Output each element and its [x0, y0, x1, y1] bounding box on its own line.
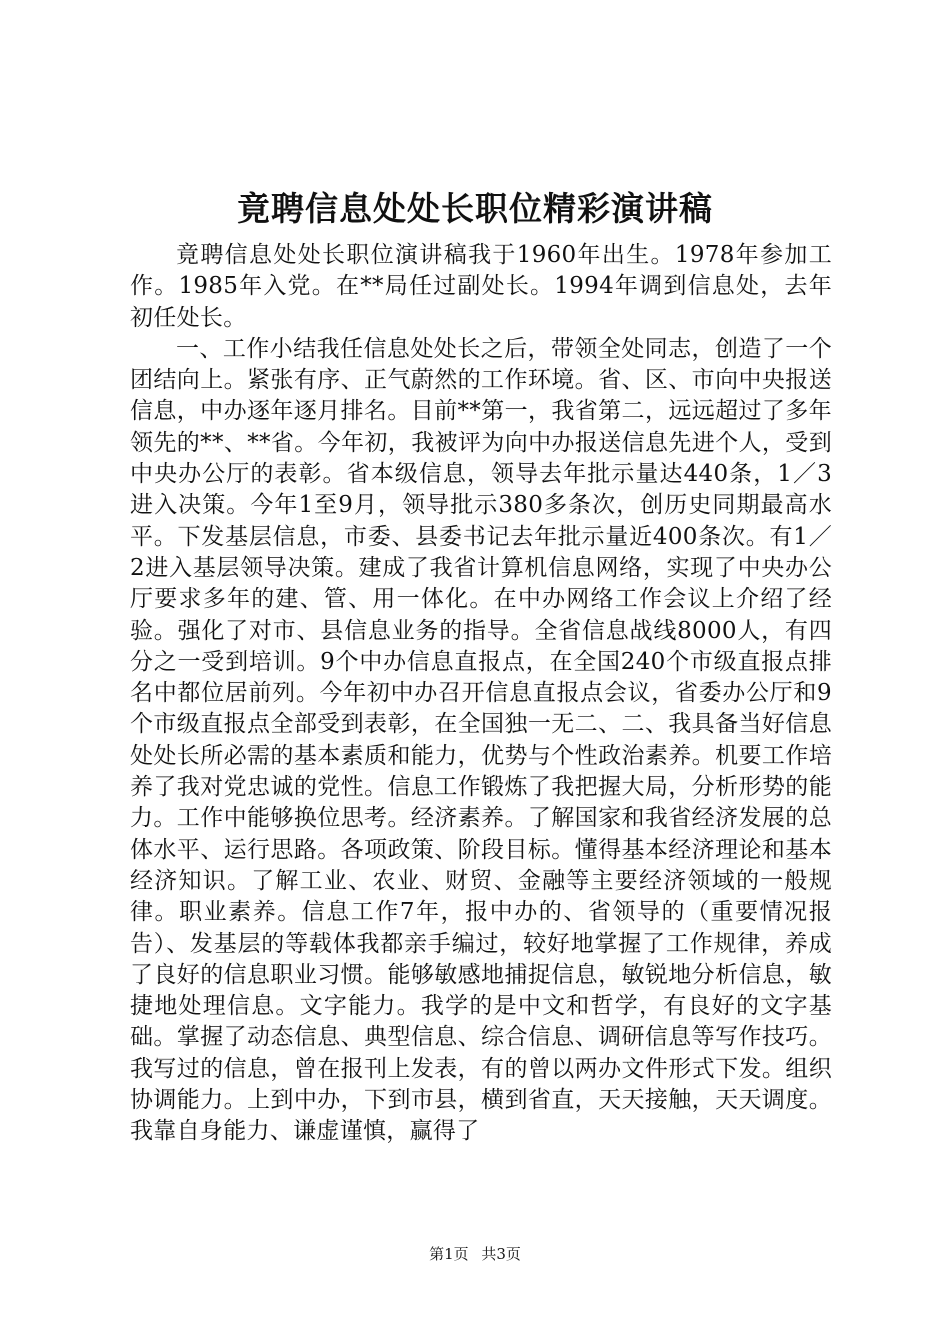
document-title: 竟聘信息处处长职位精彩演讲稿	[237, 189, 713, 228]
paragraph-work-summary: 一、工作小结我任信息处处长之后，带领全处同志，创造了一个团结向上。紧张有序、正气蔚然的工作环境。省、区、市向中央报送信息，中办逐年逐月排名。目前**第一，我省第二，远远超过了多年领先的**、**省。今年初，我被评为向中办报送信息先进个人，受到中央办公厅的表彰。省本级信息，领导去年批示量达440条，1／3进入决策。今年1至9月，领导批示380多条次，创历史同期最高水平。下发基层信息，市委、县委书记去年批示量近400条次。有1／2进入基层领导决策。建成了我省计算机信息网络，实现了中央办公厅要求多年的建、管、用一体化。在中办网络工作会议上介绍了经验。强化了对市、县信息业务的指导。全省信息战线8000人，有四分之一受到培训。9个中办信息直报点，在全国240个市级直报点排名中都位居前列。今年初中办召开信息直报点会议，省委办公厅和9个市级直报点全部受到表彰，在全国独一无二、二、我具备当好信息处处长所必需的基本素质和能力，优势与个性政治素养。机要工作培养了我对党忠诚的党性。信息工作锻炼了我把握大局，分析形势的能力。工作中能够换位思考。经济素养。了解国家和我省经济发展的总体水平、运行思路。各项政策、阶段目标。懂得基本经济理论和基本经济知识。了解工业、农业、财贸、金融等主要经济领域的一般规律。职业素养。信息工作7年，报中办的、省领导的（重要情况报告）、发基层的等载体我都亲手编过，较好地掌握了工作规律，养成了良好的信息职业习惯。能够敏感地捕捉信息，敏锐地分析信息，敏捷地处理信息。文字能力。我学的是中文和哲学，有良好的文字基础。掌握了动态信息、典型信息、综合信息、调研信息等写作技巧。我写过的信息，曾在报刊上发表，有的曾以两办文件形式下发。组织协调能力。上到中办，下到市县，横到省直，天天接触，天天调度。我靠自身能力、谦虚谨慎，赢得了	[130, 335, 832, 1145]
page-number: 第1页	[429, 1245, 469, 1263]
page-footer	[0, 1244, 950, 1264]
page-total: 共3页	[481, 1245, 521, 1263]
paragraph-intro: 竟聘信息处处长职位演讲稿我于1960年出生。1978年参加工作。1985年入党。在**局任过副处长。1994年调到信息处，去年初任处长。	[130, 242, 832, 331]
document-body	[130, 240, 832, 1148]
